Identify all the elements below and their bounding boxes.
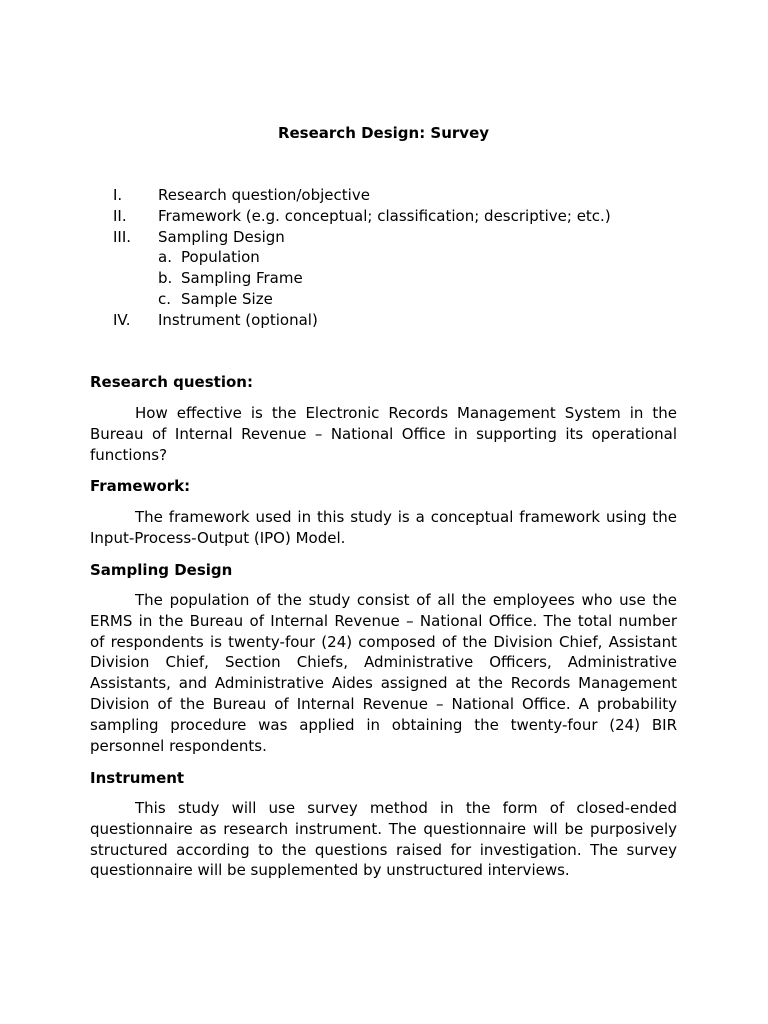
outline-item-framework: [90, 206, 677, 227]
outline-number: III.: [113, 227, 132, 246]
outline-subitem-population: [90, 247, 677, 268]
document-page: [90, 0, 677, 1024]
outline-letter: c.: [158, 289, 172, 308]
outline-text: Instrument (optional): [158, 310, 318, 329]
outline-number: II.: [113, 206, 127, 225]
outline-item-instrument: [90, 310, 677, 331]
outline-text: Research question/objective: [158, 186, 370, 204]
instrument-paragraph: This study will use survey method in the form of closed-ended questionnaire as research instrument. The questionnaire will be purposively structured according to the questions raised for investigation. The survey questionnaire will be supplemented by unstructured interviews.: [90, 799, 677, 880]
framework-heading: Framework:: [90, 477, 191, 495]
outline-item-sampling-design: [90, 227, 677, 248]
outline-text: Sample Size: [181, 289, 273, 308]
outline-text: Population: [181, 248, 260, 267]
outline-list: [90, 185, 677, 331]
outline-text: Sampling Frame: [181, 269, 303, 288]
outline-letter: b.: [158, 269, 173, 288]
page-title: Research Design: Survey: [277, 124, 490, 142]
outline-letter: a.: [158, 248, 172, 267]
research-question-paragraph: How effective is the Electronic Records Management System in the Bureau of Internal Revenue – National Office in supporting its operational functions?: [90, 404, 677, 464]
outline-number: IV.: [113, 310, 131, 329]
outline-subitem-sample-size: [90, 289, 677, 310]
framework-paragraph: The framework used in this study is a conceptual framework using the Input-Process-Output (IPO) Model.: [90, 508, 677, 547]
sampling-design-heading: Sampling Design: [90, 561, 233, 579]
outline-number: I.: [113, 186, 123, 204]
outline-item-research-question: [90, 185, 677, 206]
instrument-heading: Instrument: [90, 769, 185, 787]
outline-text: Framework (e.g. conceptual; classification; descriptive; etc.): [158, 206, 611, 225]
sampling-design-paragraph: The population of the study consist of all the employees who use the ERMS in the Bureau of Internal Revenue – National Office. The total number of respondents is twenty-four (24) composed of the Division Chief, Assistant Division Chief, Section Chiefs, Administrative Officers, Administrative Assistants, and Administrative Aides assigned at the Records Management Division of the Bureau of Internal Revenue – National Office. A probability sampling procedure was applied in obtaining the twenty-four (24) BIR personnel respondents.: [90, 591, 677, 755]
research-question-heading: Research question:: [90, 373, 253, 391]
outline-subitem-sampling-frame: [90, 268, 677, 289]
outline-text: Sampling Design: [158, 227, 285, 246]
